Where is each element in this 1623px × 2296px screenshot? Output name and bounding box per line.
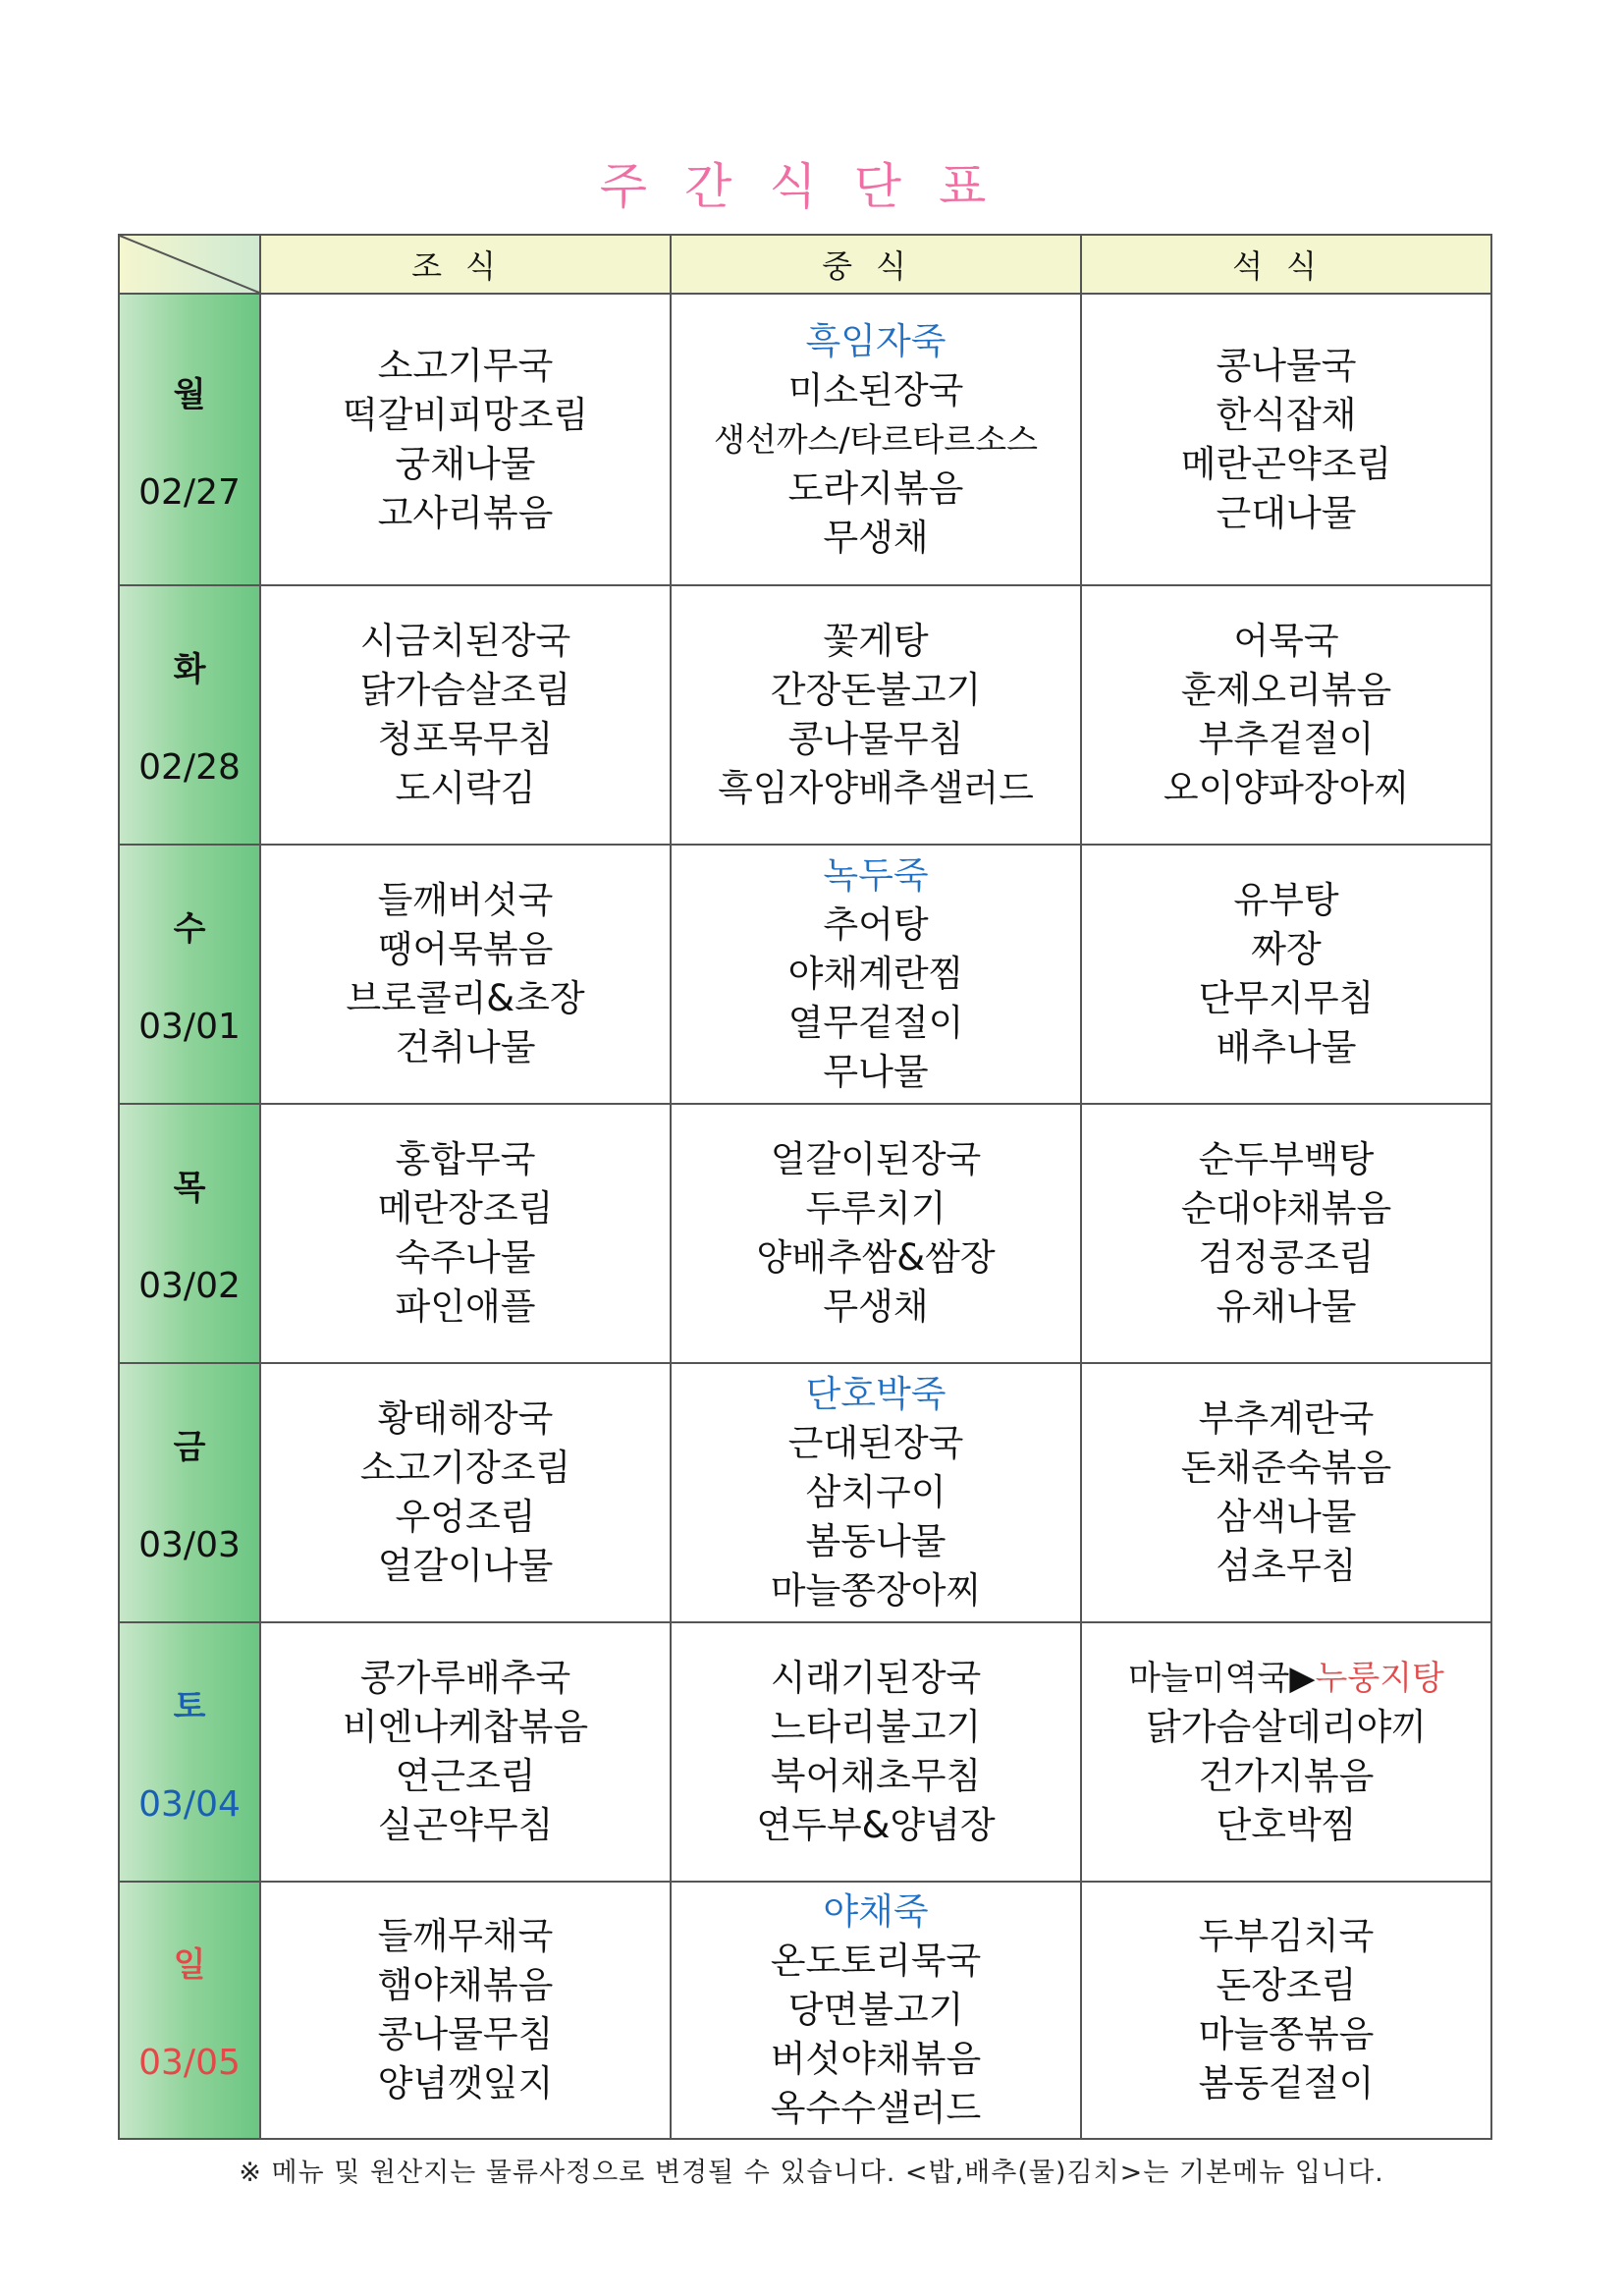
menu-item: 추어탕 (823, 903, 929, 946)
lunch-cell (671, 1104, 1081, 1363)
menu-item: 메란곤약조림 (1180, 442, 1392, 485)
date-label: 03/02 (138, 1266, 241, 1306)
menu-item: 근대된장국 (787, 1422, 964, 1464)
day-cell (119, 1363, 260, 1622)
menu-item: 단무지무침 (1198, 977, 1375, 1019)
porridge-item: 단호박죽 (805, 1373, 947, 1415)
menu-item: 배추나물 (1216, 1026, 1357, 1068)
day-cell (119, 1104, 260, 1363)
porridge-item: 야채죽 (823, 1890, 929, 1933)
lunch-cell (671, 585, 1081, 845)
menu-item: 소고기무국 (377, 344, 554, 387)
menu-item: 야채계란찜 (787, 953, 964, 995)
menu-item: 들깨버섯국 (377, 879, 554, 921)
day-label: 목 (173, 1169, 206, 1208)
menu-item: 순두부백탕 (1198, 1138, 1375, 1180)
triangle-right-icon: ▶ (1289, 1659, 1316, 1698)
menu-item: 당면불고기 (787, 1989, 964, 2031)
menu-item: 닭가슴살데리야끼 (1146, 1706, 1427, 1748)
menu-item-alternate (1082, 1654, 1490, 1703)
lunch-cell (671, 1363, 1081, 1622)
dinner-cell (1081, 1882, 1491, 2139)
breakfast-cell (260, 1882, 671, 2139)
menu-item: 섬초무침 (1216, 1545, 1357, 1587)
day-row-wed (119, 845, 1491, 1104)
dinner-cell (1081, 585, 1491, 845)
menu-item: 청포묵무침 (377, 718, 554, 760)
dinner-cell (1081, 1622, 1491, 1882)
menu-item: 브로콜리&초장 (346, 977, 585, 1019)
lunch-cell (671, 294, 1081, 585)
menu-item: 우엉조림 (395, 1496, 536, 1538)
breakfast-cell (260, 1104, 671, 1363)
date-label: 03/03 (138, 1525, 241, 1565)
menu-item: 홍합무국 (395, 1138, 536, 1180)
menu-item: 궁채나물 (395, 442, 536, 485)
breakfast-cell (260, 585, 671, 845)
menu-item: 훈제오리볶음 (1180, 669, 1392, 711)
menu-item: 햄야채볶음 (377, 1964, 554, 2006)
day-cell (119, 585, 260, 845)
menu-item: 순대야채볶음 (1180, 1187, 1392, 1230)
menu-item: 짜장 (1251, 928, 1322, 970)
date-label: 03/05 (138, 2043, 241, 2083)
menu-item: 흑임자양배추샐러드 (718, 767, 1034, 809)
dinner-cell (1081, 294, 1491, 585)
day-row-tue (119, 585, 1491, 845)
date-label: 02/28 (138, 747, 241, 788)
date-label: 03/01 (138, 1007, 241, 1047)
menu-item: 도시락김 (395, 767, 536, 809)
menu-item: 버섯야채볶음 (770, 2038, 982, 2080)
menu-item: 고사리볶음 (377, 491, 554, 534)
menu-item: 북어채초무침 (770, 1755, 982, 1797)
menu-item: 도라지볶음 (787, 466, 964, 510)
menu-item: 콩나물무침 (377, 2013, 554, 2055)
menu-item: 콩나물국 (1216, 344, 1357, 387)
menu-item: 두부김치국 (1198, 1915, 1375, 1957)
menu-item: 부추계란국 (1198, 1397, 1375, 1440)
menu-item: 부추겉절이 (1198, 718, 1375, 760)
menu-item: 삼색나물 (1216, 1496, 1357, 1538)
menu-item: 단호박찜 (1216, 1804, 1357, 1846)
day-label: 금 (173, 1428, 206, 1467)
menu-item: 땡어묵볶음 (377, 928, 554, 970)
menu-item: 생선까스/타르타르소스 (714, 419, 1038, 459)
lunch-cell (671, 1622, 1081, 1882)
corner-cell (119, 235, 260, 294)
menu-item: 얼갈이나물 (377, 1545, 554, 1587)
menu-item: 마늘미역국 (1128, 1659, 1290, 1698)
menu-item: 닭가슴살조림 (359, 669, 571, 711)
dinner-cell (1081, 1363, 1491, 1622)
menu-item: 건가지볶음 (1198, 1755, 1375, 1797)
day-row-thu (119, 1104, 1491, 1363)
menu-item: 봄동나물 (805, 1520, 947, 1562)
menu-item: 건취나물 (395, 1026, 536, 1068)
menu-item: 시금치된장국 (359, 620, 571, 662)
menu-item: 실곤약무침 (377, 1804, 554, 1846)
menu-item: 미소된장국 (787, 368, 964, 411)
menu-item: 두루치기 (805, 1187, 947, 1230)
menu-item: 검정콩조림 (1198, 1236, 1375, 1279)
day-cell (119, 1622, 260, 1882)
menu-item: 온도토리묵국 (770, 1940, 982, 1982)
menu-item: 어묵국 (1233, 620, 1339, 662)
menu-item: 콩가루배추국 (359, 1657, 571, 1699)
dinner-cell (1081, 845, 1491, 1104)
date-label: 03/04 (138, 1784, 241, 1825)
day-cell (119, 845, 260, 1104)
footnote: ※ 메뉴 및 원산지는 물류사정으로 변경될 수 있습니다. <밥,배추(물)김치>는 기본메뉴 입니다. (239, 2158, 1384, 2188)
menu-item: 삼치구이 (805, 1471, 947, 1513)
menu-item: 비엔나케찹볶음 (342, 1706, 589, 1748)
menu-item: 양념깻잎지 (377, 2062, 554, 2105)
menu-item: 간장돈불고기 (770, 669, 982, 711)
menu-item: 느타리불고기 (770, 1706, 982, 1748)
menu-item: 콩나물무침 (787, 718, 964, 760)
header-breakfast: 조식 (260, 235, 671, 294)
menu-item: 옥수수샐러드 (770, 2087, 982, 2129)
menu-item: 꽃게탕 (823, 620, 929, 662)
menu-item: 돈장조림 (1216, 1964, 1357, 2006)
weekly-menu-table (118, 234, 1492, 2140)
menu-item: 메란장조림 (377, 1187, 554, 1230)
lunch-cell (671, 1882, 1081, 2139)
day-row-sat (119, 1622, 1491, 1882)
menu-item: 한식잡채 (1216, 393, 1357, 436)
porridge-item: 흑임자죽 (805, 319, 947, 362)
dinner-cell (1081, 1104, 1491, 1363)
header-dinner: 석식 (1081, 235, 1491, 294)
lunch-cell (671, 845, 1081, 1104)
breakfast-cell (260, 294, 671, 585)
menu-item: 양배추쌈&쌈장 (756, 1236, 996, 1279)
page-title: 주간식단표 (599, 158, 1024, 215)
menu-item: 유부탕 (1233, 879, 1339, 921)
breakfast-cell (260, 1363, 671, 1622)
day-row-fri (119, 1363, 1491, 1622)
menu-item-replacement: 누룽지탕 (1315, 1659, 1444, 1698)
menu-item: 연두부&양념장 (756, 1804, 996, 1846)
menu-item: 들깨무채국 (377, 1915, 554, 1957)
day-cell (119, 1882, 260, 2139)
breakfast-cell (260, 1622, 671, 1882)
menu-item: 무생채 (823, 1285, 929, 1328)
day-label: 수 (173, 909, 206, 949)
day-label: 일 (173, 1945, 206, 1985)
menu-item: 황태해장국 (377, 1397, 554, 1440)
menu-item: 떡갈비피망조림 (342, 393, 589, 436)
day-label: 월 (173, 374, 206, 414)
date-label: 02/27 (138, 471, 241, 513)
menu-item: 돈채준숙볶음 (1180, 1447, 1392, 1489)
day-row-mon (119, 294, 1491, 585)
day-cell (119, 294, 260, 585)
menu-item: 근대나물 (1216, 491, 1357, 534)
diagonal-line-icon (120, 236, 259, 293)
menu-item: 시래기된장국 (770, 1657, 982, 1699)
menu-item: 봄동겉절이 (1198, 2062, 1375, 2105)
menu-item: 숙주나물 (395, 1236, 536, 1279)
menu-item: 오이양파장아찌 (1163, 767, 1410, 809)
menu-item: 연근조림 (395, 1755, 536, 1797)
menu-item: 마늘쫑장아찌 (770, 1569, 982, 1612)
menu-item: 열무겉절이 (787, 1002, 964, 1044)
day-label: 토 (173, 1687, 206, 1726)
day-row-sun (119, 1882, 1491, 2139)
menu-item: 소고기장조림 (359, 1447, 571, 1489)
header-row (119, 235, 1491, 294)
menu-item: 무생채 (823, 516, 929, 559)
menu-item: 얼갈이된장국 (770, 1138, 982, 1180)
menu-item: 무나물 (823, 1051, 929, 1093)
day-label: 화 (173, 650, 206, 689)
menu-item: 유채나물 (1216, 1285, 1357, 1328)
porridge-item: 녹두죽 (823, 854, 929, 897)
menu-item: 마늘쫑볶음 (1198, 2013, 1375, 2055)
header-lunch: 중식 (671, 235, 1081, 294)
menu-item: 파인애플 (395, 1285, 536, 1328)
breakfast-cell (260, 845, 671, 1104)
